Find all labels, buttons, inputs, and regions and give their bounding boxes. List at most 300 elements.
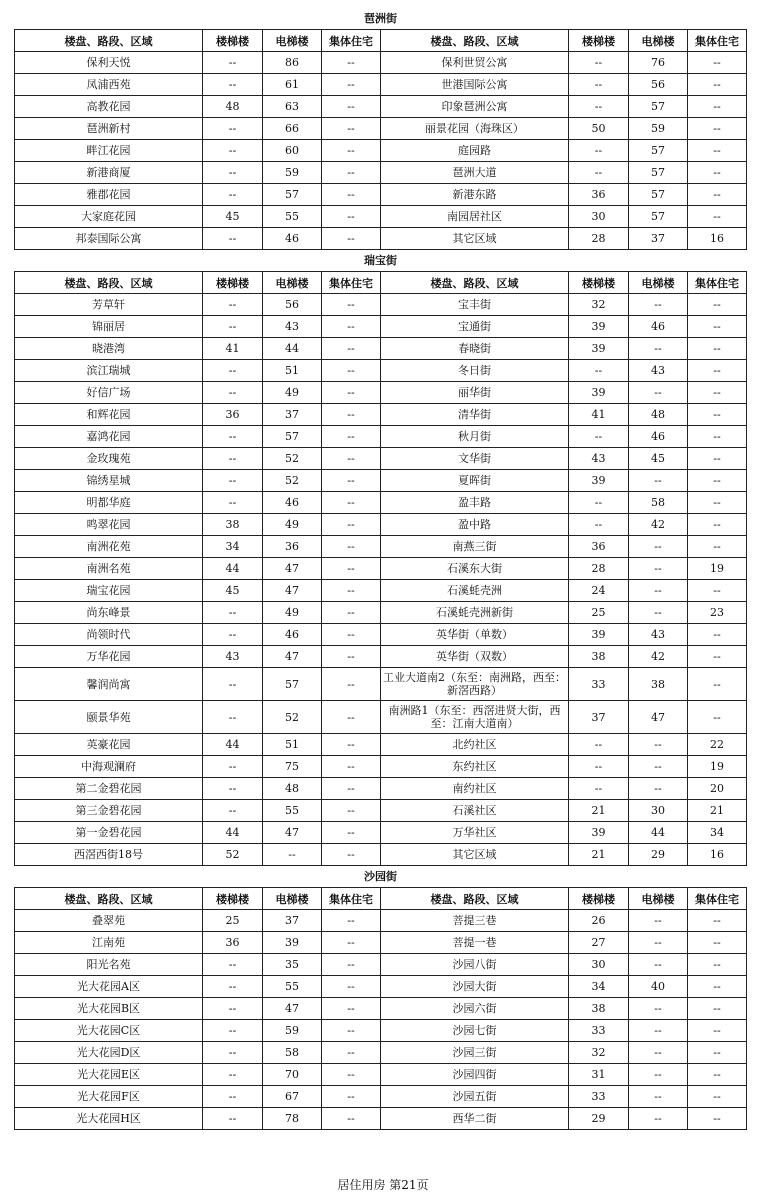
price-cell: 44 (263, 338, 322, 360)
location-cell: 西滘西街18号 (15, 844, 203, 866)
column-header-stair: 楼梯楼 (569, 888, 629, 910)
table-row (15, 558, 747, 580)
price-cell: 27 (569, 932, 629, 954)
location-cell: 叠翠苑 (15, 910, 203, 932)
price-cell: -- (203, 668, 263, 701)
price-cell: 29 (569, 1108, 629, 1130)
price-cell: -- (569, 492, 629, 514)
location-cell: 高教花园 (15, 96, 203, 118)
page-footer: 居住用房 第21页 (337, 1178, 429, 1192)
table-header-row (15, 272, 747, 294)
price-cell: -- (629, 1020, 688, 1042)
price-cell: -- (203, 118, 263, 140)
price-cell: 32 (569, 294, 629, 316)
price-cell: -- (688, 96, 747, 118)
column-header-name: 楼盘、路段、区域 (381, 30, 569, 52)
price-cell: -- (203, 316, 263, 338)
location-cell: 凤浦西苑 (15, 74, 203, 96)
price-cell: 32 (569, 1042, 629, 1064)
price-cell: 60 (263, 140, 322, 162)
price-cell: 39 (569, 624, 629, 646)
price-cell: 33 (569, 1020, 629, 1042)
price-cell: -- (629, 1064, 688, 1086)
price-cell: 52 (203, 844, 263, 866)
price-cell: 56 (263, 294, 322, 316)
price-cell: -- (629, 382, 688, 404)
table-row (15, 646, 747, 668)
price-cell: 48 (629, 404, 688, 426)
price-cell: -- (203, 184, 263, 206)
price-cell: 43 (569, 448, 629, 470)
location-cell: 新港东路 (381, 184, 569, 206)
location-cell: 南燕三街 (381, 536, 569, 558)
table-row (15, 701, 747, 734)
section-title: 琶洲街 (364, 12, 397, 25)
location-cell: 琶洲新村 (15, 118, 203, 140)
price-cell: 31 (569, 1064, 629, 1086)
section-title: 瑞宝街 (364, 254, 397, 267)
table-row (15, 74, 747, 96)
price-cell: 38 (203, 514, 263, 536)
price-cell: 58 (263, 1042, 322, 1064)
price-cell: 66 (263, 118, 322, 140)
column-header-name: 楼盘、路段、区域 (15, 30, 203, 52)
price-cell: 25 (569, 602, 629, 624)
price-cell: 39 (569, 382, 629, 404)
table-row (15, 954, 747, 976)
price-cell: 38 (569, 646, 629, 668)
location-cell: 第三金碧花园 (15, 800, 203, 822)
column-header-name: 楼盘、路段、区域 (15, 888, 203, 910)
price-cell: -- (688, 580, 747, 602)
price-cell: -- (322, 74, 381, 96)
column-header-name: 楼盘、路段、区域 (15, 272, 203, 294)
price-cell: -- (322, 118, 381, 140)
price-cell: -- (322, 976, 381, 998)
price-cell: -- (322, 140, 381, 162)
price-cell: -- (688, 448, 747, 470)
location-cell: 印象琶洲公寓 (381, 96, 569, 118)
table-row (15, 118, 747, 140)
price-cell: -- (322, 602, 381, 624)
location-cell: 丽华街 (381, 382, 569, 404)
column-header-elevator: 电梯楼 (629, 30, 688, 52)
price-cell: 58 (629, 492, 688, 514)
table-header-row (15, 888, 747, 910)
price-cell: -- (688, 1086, 747, 1108)
price-cell: 34 (688, 822, 747, 844)
price-cell: -- (322, 624, 381, 646)
price-cell: 23 (688, 602, 747, 624)
price-cell: -- (322, 734, 381, 756)
price-cell: -- (688, 404, 747, 426)
price-table (14, 29, 747, 250)
price-cell: -- (322, 822, 381, 844)
price-cell: 39 (263, 932, 322, 954)
table-row (15, 140, 747, 162)
price-cell: 63 (263, 96, 322, 118)
table-row (15, 1086, 747, 1108)
price-cell: 52 (263, 470, 322, 492)
price-cell: -- (688, 338, 747, 360)
location-cell: 南洲路1（东至：西滘进贤大街，西至：江南大道南） (381, 701, 569, 734)
location-cell: 南洲名苑 (15, 558, 203, 580)
price-cell: -- (322, 514, 381, 536)
location-cell: 沙园六街 (381, 998, 569, 1020)
table-row (15, 382, 747, 404)
location-cell: 英豪花园 (15, 734, 203, 756)
price-cell: -- (688, 1064, 747, 1086)
location-cell: 第二金碧花园 (15, 778, 203, 800)
price-cell: -- (203, 228, 263, 250)
price-cell: 37 (569, 701, 629, 734)
location-cell: 颐景华苑 (15, 701, 203, 734)
price-cell: -- (569, 426, 629, 448)
price-cell: -- (203, 998, 263, 1020)
price-cell: 51 (263, 360, 322, 382)
price-cell: -- (322, 184, 381, 206)
price-cell: 29 (629, 844, 688, 866)
price-cell: 43 (203, 646, 263, 668)
price-cell: 78 (263, 1108, 322, 1130)
price-cell: -- (629, 294, 688, 316)
price-cell: -- (629, 734, 688, 756)
location-cell: 万华社区 (381, 822, 569, 844)
price-cell: -- (688, 646, 747, 668)
price-cell: -- (203, 778, 263, 800)
price-cell: -- (688, 1042, 747, 1064)
price-cell: -- (203, 1086, 263, 1108)
price-cell: -- (688, 140, 747, 162)
table-row (15, 778, 747, 800)
price-cell: -- (322, 580, 381, 602)
price-cell: 55 (263, 976, 322, 998)
price-cell: -- (629, 932, 688, 954)
column-header-name: 楼盘、路段、区域 (381, 272, 569, 294)
price-cell: -- (203, 1020, 263, 1042)
column-header-stair: 楼梯楼 (203, 888, 263, 910)
column-header-elevator: 电梯楼 (629, 272, 688, 294)
price-cell: -- (322, 470, 381, 492)
price-cell: -- (203, 624, 263, 646)
table-row (15, 228, 747, 250)
price-cell: 57 (263, 668, 322, 701)
table-row (15, 470, 747, 492)
column-header-collective: 集体住宅 (688, 888, 747, 910)
price-cell: 61 (263, 74, 322, 96)
location-cell: 光大花园B区 (15, 998, 203, 1020)
location-cell: 雅郡花园 (15, 184, 203, 206)
price-cell: 36 (203, 932, 263, 954)
price-cell: 43 (263, 316, 322, 338)
location-cell: 沙园八街 (381, 954, 569, 976)
price-cell: 16 (688, 844, 747, 866)
location-cell: 保利天悦 (15, 52, 203, 74)
location-cell: 阳光名苑 (15, 954, 203, 976)
price-cell: -- (322, 96, 381, 118)
price-cell: -- (322, 1108, 381, 1130)
price-cell: -- (688, 118, 747, 140)
price-cell: 36 (569, 184, 629, 206)
price-cell: -- (688, 910, 747, 932)
price-cell: 47 (263, 822, 322, 844)
location-cell: 大家庭花园 (15, 206, 203, 228)
price-cell: -- (688, 316, 747, 338)
price-cell: 50 (569, 118, 629, 140)
price-cell: -- (688, 206, 747, 228)
price-cell: -- (203, 954, 263, 976)
price-cell: 59 (629, 118, 688, 140)
price-cell: -- (322, 448, 381, 470)
location-cell: 南约社区 (381, 778, 569, 800)
price-cell: 26 (569, 910, 629, 932)
price-cell: -- (203, 1108, 263, 1130)
price-cell: 37 (263, 910, 322, 932)
price-cell: -- (629, 470, 688, 492)
table-row (15, 976, 747, 998)
location-cell: 世港国际公寓 (381, 74, 569, 96)
price-cell: -- (688, 1108, 747, 1130)
price-cell: -- (203, 360, 263, 382)
price-cell: -- (322, 316, 381, 338)
price-cell: -- (629, 580, 688, 602)
price-cell: -- (629, 954, 688, 976)
location-cell: 宝丰街 (381, 294, 569, 316)
table-row (15, 294, 747, 316)
price-cell: -- (688, 162, 747, 184)
price-cell: 59 (263, 1020, 322, 1042)
price-cell: -- (569, 514, 629, 536)
price-cell: 34 (569, 976, 629, 998)
price-cell: -- (322, 910, 381, 932)
price-cell: 21 (569, 800, 629, 822)
location-cell: 菩提三巷 (381, 910, 569, 932)
price-cell: -- (688, 514, 747, 536)
location-cell: 光大花园C区 (15, 1020, 203, 1042)
location-cell: 清华街 (381, 404, 569, 426)
price-cell: 46 (629, 316, 688, 338)
price-cell: -- (322, 52, 381, 74)
location-cell: 丽景花园（海珠区） (381, 118, 569, 140)
price-cell: 38 (629, 668, 688, 701)
price-cell: -- (203, 1064, 263, 1086)
section-title: 沙园街 (364, 870, 397, 883)
price-cell: 30 (569, 206, 629, 228)
location-cell: 石溪蚝壳洲新街 (381, 602, 569, 624)
column-header-stair: 楼梯楼 (203, 30, 263, 52)
location-cell: 锦绣星城 (15, 470, 203, 492)
price-cell: 47 (629, 701, 688, 734)
column-header-stair: 楼梯楼 (569, 272, 629, 294)
price-cell: -- (688, 668, 747, 701)
price-cell: -- (688, 954, 747, 976)
location-cell: 夏晖街 (381, 470, 569, 492)
price-cell: 39 (569, 316, 629, 338)
price-cell: -- (688, 426, 747, 448)
price-cell: 16 (688, 228, 747, 250)
price-cell: -- (688, 184, 747, 206)
price-cell: 75 (263, 756, 322, 778)
price-cell: 19 (688, 558, 747, 580)
table-row (15, 536, 747, 558)
price-cell: 25 (203, 910, 263, 932)
price-cell: 44 (629, 822, 688, 844)
price-cell: -- (203, 52, 263, 74)
location-cell: 尚领时代 (15, 624, 203, 646)
price-cell: -- (322, 228, 381, 250)
price-cell: 24 (569, 580, 629, 602)
price-cell: 28 (569, 228, 629, 250)
location-cell: 馨润尚寓 (15, 668, 203, 701)
price-cell: 57 (263, 184, 322, 206)
price-cell: -- (322, 338, 381, 360)
location-cell: 其它区域 (381, 228, 569, 250)
price-cell: 41 (569, 404, 629, 426)
price-cell: 46 (629, 426, 688, 448)
table-row (15, 206, 747, 228)
price-cell: -- (629, 778, 688, 800)
price-cell: 57 (629, 140, 688, 162)
location-cell: 光大花园A区 (15, 976, 203, 998)
price-cell: 21 (688, 800, 747, 822)
price-cell: 45 (203, 580, 263, 602)
price-cell: -- (203, 756, 263, 778)
price-cell: 38 (569, 998, 629, 1020)
table-row (15, 624, 747, 646)
price-cell: -- (322, 162, 381, 184)
table-row (15, 96, 747, 118)
price-cell: -- (322, 1020, 381, 1042)
table-row (15, 448, 747, 470)
price-cell: -- (569, 734, 629, 756)
price-cell: -- (688, 382, 747, 404)
price-cell: 42 (629, 646, 688, 668)
price-cell: -- (688, 998, 747, 1020)
price-cell: 70 (263, 1064, 322, 1086)
location-cell: 英华街（双数） (381, 646, 569, 668)
price-cell: -- (203, 448, 263, 470)
price-cell: 35 (263, 954, 322, 976)
price-cell: -- (322, 701, 381, 734)
price-cell: 45 (629, 448, 688, 470)
price-cell: 40 (629, 976, 688, 998)
location-cell: 秋月街 (381, 426, 569, 448)
price-cell: -- (203, 140, 263, 162)
location-cell: 畔江花园 (15, 140, 203, 162)
price-cell: -- (629, 1108, 688, 1130)
column-header-name: 楼盘、路段、区域 (381, 888, 569, 910)
price-cell: -- (322, 778, 381, 800)
location-cell: 英华街（单数） (381, 624, 569, 646)
table-row (15, 162, 747, 184)
price-cell: -- (629, 910, 688, 932)
price-cell: 67 (263, 1086, 322, 1108)
column-header-collective: 集体住宅 (322, 272, 381, 294)
price-cell: -- (629, 756, 688, 778)
price-cell: -- (203, 1042, 263, 1064)
price-table (14, 887, 747, 1130)
price-cell: -- (322, 646, 381, 668)
location-cell: 盈丰路 (381, 492, 569, 514)
price-cell: 30 (629, 800, 688, 822)
location-cell: 沙园四街 (381, 1064, 569, 1086)
table-row (15, 1020, 747, 1042)
price-cell: -- (322, 800, 381, 822)
location-cell: 工业大道南2（东至：南洲路，西至：新滘西路） (381, 668, 569, 701)
location-cell: 光大花园E区 (15, 1064, 203, 1086)
column-header-collective: 集体住宅 (322, 888, 381, 910)
column-header-collective: 集体住宅 (688, 272, 747, 294)
price-cell: -- (569, 360, 629, 382)
price-cell: -- (688, 536, 747, 558)
price-cell: -- (322, 932, 381, 954)
location-cell: 文华街 (381, 448, 569, 470)
price-cell: -- (322, 1042, 381, 1064)
price-cell: -- (688, 1020, 747, 1042)
location-cell: 沙园五街 (381, 1086, 569, 1108)
price-cell: 37 (629, 228, 688, 250)
location-cell: 春晓街 (381, 338, 569, 360)
price-cell: -- (322, 954, 381, 976)
price-cell: -- (322, 844, 381, 866)
location-cell: 邦泰国际公寓 (15, 228, 203, 250)
price-cell: -- (569, 52, 629, 74)
price-cell: 22 (688, 734, 747, 756)
price-cell: 42 (629, 514, 688, 536)
location-cell: 万华花园 (15, 646, 203, 668)
price-cell: 52 (263, 701, 322, 734)
price-cell: 48 (203, 96, 263, 118)
table-row (15, 756, 747, 778)
location-cell: 光大花园F区 (15, 1086, 203, 1108)
price-cell: -- (688, 976, 747, 998)
price-cell: -- (322, 756, 381, 778)
location-cell: 盈中路 (381, 514, 569, 536)
column-header-elevator: 电梯楼 (263, 888, 322, 910)
price-cell: 20 (688, 778, 747, 800)
location-cell: 嘉鸿花园 (15, 426, 203, 448)
price-cell: -- (688, 52, 747, 74)
location-cell: 保利世贸公寓 (381, 52, 569, 74)
price-cell: 36 (263, 536, 322, 558)
price-cell: -- (569, 778, 629, 800)
table-row (15, 404, 747, 426)
price-cell: -- (203, 74, 263, 96)
location-cell: 沙园三街 (381, 1042, 569, 1064)
price-cell: 52 (263, 448, 322, 470)
price-cell: 46 (263, 228, 322, 250)
price-cell: -- (322, 536, 381, 558)
price-cell: -- (322, 206, 381, 228)
price-cell: -- (629, 338, 688, 360)
location-cell: 第一金碧花园 (15, 822, 203, 844)
price-cell: 45 (203, 206, 263, 228)
price-cell: 33 (569, 1086, 629, 1108)
document-page (14, 8, 747, 1130)
location-cell: 石溪蚝壳洲 (381, 580, 569, 602)
location-cell: 和辉花园 (15, 404, 203, 426)
price-cell: -- (569, 74, 629, 96)
price-cell: -- (322, 1086, 381, 1108)
price-cell: -- (322, 668, 381, 701)
price-cell: -- (688, 470, 747, 492)
column-header-elevator: 电梯楼 (629, 888, 688, 910)
price-cell: -- (569, 96, 629, 118)
column-header-elevator: 电梯楼 (263, 30, 322, 52)
location-cell: 瑞宝花园 (15, 580, 203, 602)
price-cell: 86 (263, 52, 322, 74)
column-header-stair: 楼梯楼 (569, 30, 629, 52)
